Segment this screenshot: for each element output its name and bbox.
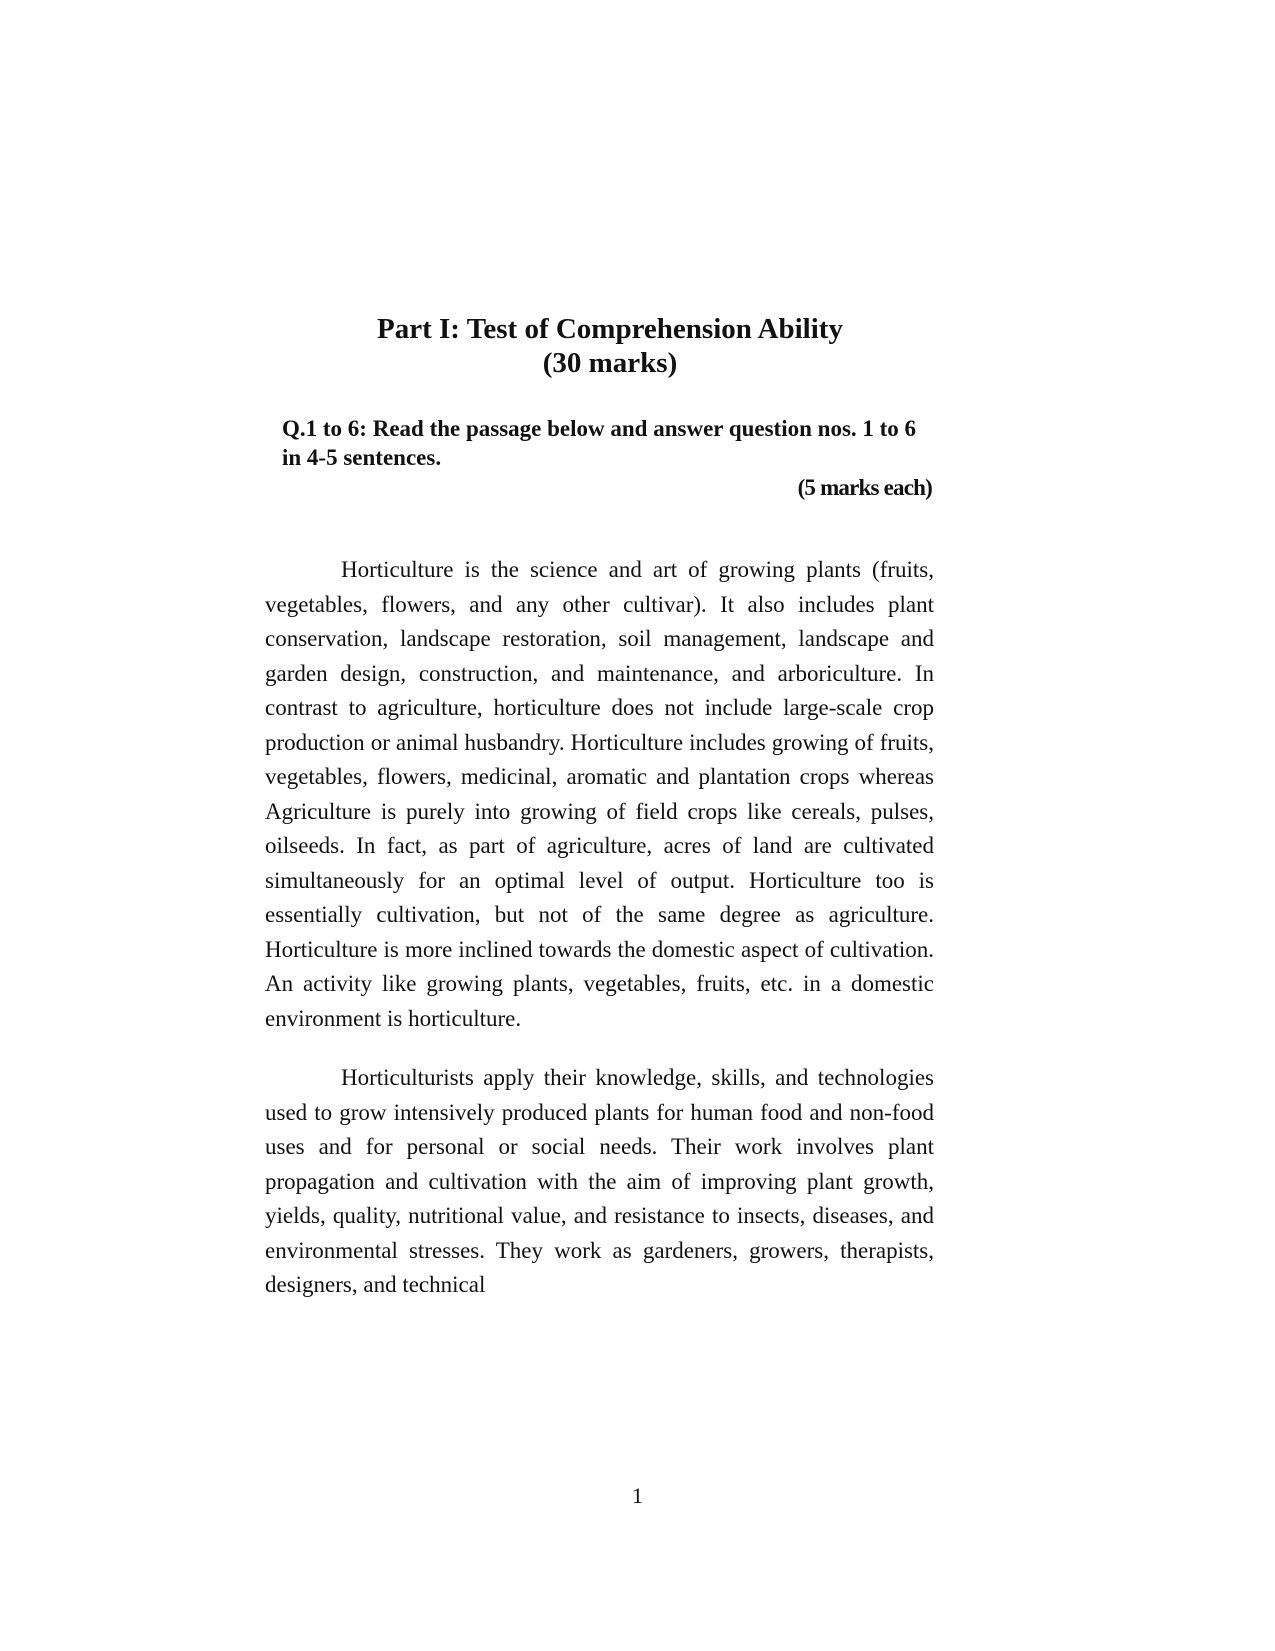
total-marks: (30 marks) [542,347,678,379]
question-instruction: Q.1 to 6: Read the passage below and answer question nos. 1 to 6 in 4-5 sentences. [282,416,917,470]
page-title: Part I: Test of Comprehension Ability [377,313,843,345]
page-number: 1 [632,1483,643,1508]
section-heading [280,312,940,380]
comprehension-passage [265,553,934,1328]
marks-per-question: (5 marks each) [797,475,932,500]
question-instruction-block [282,414,932,502]
passage-paragraph-2: Horticulturists apply their knowledge, skills, and technologies used to grow intensively produced plants for human food and non-food uses and for personal or social needs. Their work involves plant propagation and cultivation with the aim of improving plant growth, yields, quality, nutritional value, and resistance to insects, diseases, and environmental stresses. They work as gardeners, growers, therapists, designers, and technical [265,1065,934,1297]
passage-paragraph-1: Horticulture is the science and art of growing plants (fruits, vegetables, flowers, and any other cultivar). It also includes plant conservation, landscape restoration, soil management, landscape and garden design, construction, and maintenance, and arboriculture. In contrast to agriculture, horticulture does not include large-scale crop production or animal husbandry. Horticulture includes growing of fruits, vegetables, flowers, medicinal, aromatic and plantation crops whereas Agriculture is purely into growing of field crops like cereals, pulses, oilseeds. In fact, as part of agriculture, acres of land are cultivated simultaneously for an optimal level of output. Horticulture too is essentially cultivation, but not of the same degree as agriculture. Horticulture is more inclined towards the domestic aspect of cultivation. An activity like growing plants, vegetables, fruits, etc. in a domestic environment is horticulture. [265,557,934,1031]
